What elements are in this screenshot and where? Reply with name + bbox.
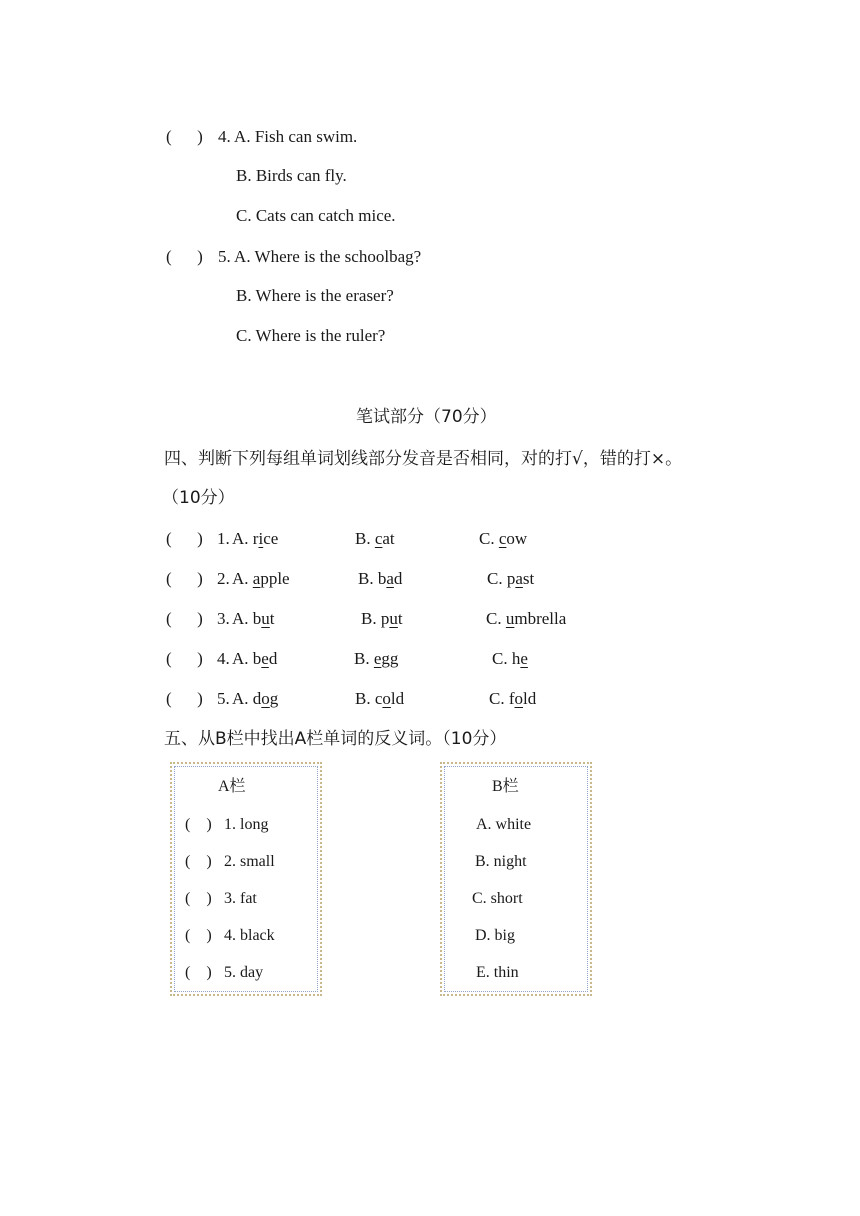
word-part: ld: [523, 689, 537, 708]
word-part: d: [268, 649, 278, 668]
answer-paren[interactable]: ( ): [166, 689, 203, 708]
underlined-letter: a: [386, 569, 394, 588]
item-number: 2.: [217, 569, 230, 588]
answer-paren[interactable]: ( ): [166, 649, 203, 668]
word-part: C.: [479, 529, 499, 548]
answer-paren[interactable]: ( ): [185, 853, 212, 870]
underlined-letter: e: [373, 649, 382, 668]
answer-paren[interactable]: ( ): [185, 927, 212, 944]
column-b-item: C. short: [472, 890, 523, 907]
word-part: A. r: [232, 529, 259, 548]
underlined-letter: c: [374, 529, 383, 548]
word-part: A. b: [232, 609, 262, 628]
option-c: [487, 569, 534, 589]
written-part-title: 笔试部分（70分）: [356, 407, 497, 427]
question-4-c: C. Cats can catch mice.: [236, 206, 396, 225]
option-b: [355, 529, 395, 549]
column-a-header: A栏: [218, 778, 246, 795]
underlined-letter: e: [261, 649, 269, 668]
answer-paren[interactable]: ( ): [185, 890, 212, 907]
underlined-letter: o: [514, 689, 523, 708]
column-a-item: 2. small: [224, 853, 275, 870]
item-number: 4.: [217, 649, 230, 668]
underlined-letter: u: [505, 609, 515, 628]
column-b-item: A. white: [476, 816, 532, 833]
word-part: ow: [506, 529, 528, 548]
answer-paren[interactable]: ( ): [185, 816, 212, 833]
word-part: ce: [263, 529, 279, 548]
word-part: C. f: [489, 689, 515, 708]
word-part: ld: [390, 689, 405, 708]
word-part: C.: [486, 609, 506, 628]
word-part: B.: [354, 649, 374, 668]
answer-paren[interactable]: ( ): [166, 247, 203, 266]
option-b: [355, 689, 404, 709]
option-b: [358, 569, 402, 589]
word-part: t: [397, 609, 403, 628]
word-part: B.: [355, 529, 375, 548]
word-part: d: [393, 569, 403, 588]
option-c: [489, 689, 536, 709]
item-number: 5.: [217, 689, 230, 708]
option-a: [232, 689, 278, 709]
underlined-letter: o: [261, 689, 270, 708]
underlined-letter: e: [520, 649, 528, 668]
option-c: [486, 609, 566, 629]
underlined-letter: o: [382, 689, 391, 708]
option-a: [232, 569, 290, 589]
option-a: [232, 609, 275, 629]
question-5-b: B. Where is the eraser?: [236, 286, 394, 305]
word-part: C. h: [492, 649, 521, 668]
question-4-a: 4. A. Fish can swim.: [218, 127, 358, 146]
item-number: 3.: [217, 609, 230, 628]
option-a: [232, 649, 277, 669]
column-b-item: E. thin: [476, 964, 519, 981]
underlined-letter: c: [498, 529, 507, 548]
underlined-letter: a: [252, 569, 261, 588]
column-a-item: 3. fat: [224, 890, 257, 907]
section-4-score: （10分）: [162, 488, 235, 508]
option-b: [354, 649, 398, 669]
column-a-item: 1. long: [224, 816, 269, 833]
underlined-letter: u: [389, 609, 398, 628]
word-part: g: [269, 689, 279, 708]
answer-paren[interactable]: ( ): [166, 609, 203, 628]
option-b: [361, 609, 403, 629]
word-part: C. p: [487, 569, 516, 588]
question-4-b: B. Birds can fly.: [236, 166, 347, 185]
word-part: at: [382, 529, 395, 548]
underlined-letter: i: [258, 529, 264, 548]
word-part: B. b: [358, 569, 387, 588]
column-b-header: B栏: [492, 778, 519, 795]
option-c: [492, 649, 528, 669]
underlined-letter: u: [261, 609, 270, 628]
word-part: t: [269, 609, 275, 628]
word-part: B. p: [361, 609, 390, 628]
column-a-box: [170, 762, 322, 996]
column-b-item: B. night: [475, 853, 527, 870]
column-a-item: 4. black: [224, 927, 275, 944]
word-part: gg: [381, 649, 399, 668]
word-part: pple: [260, 569, 290, 588]
question-5-a: 5. A. Where is the schoolbag?: [218, 247, 422, 266]
item-number: 1.: [217, 529, 230, 548]
answer-paren[interactable]: ( ): [166, 569, 203, 588]
word-part: A.: [232, 569, 253, 588]
option-a: [232, 529, 278, 549]
answer-paren[interactable]: ( ): [185, 964, 212, 981]
answer-paren[interactable]: ( ): [166, 127, 203, 146]
word-part: A. d: [232, 689, 262, 708]
question-5-c: C. Where is the ruler?: [236, 326, 386, 345]
option-c: [479, 529, 527, 549]
word-part: mbrella: [514, 609, 567, 628]
section-5-title: 五、从B栏中找出A栏单词的反义词。（10分）: [164, 729, 507, 749]
underlined-letter: a: [515, 569, 523, 588]
word-part: st: [522, 569, 535, 588]
answer-paren[interactable]: ( ): [166, 529, 203, 548]
column-b-box: [440, 762, 592, 996]
column-a-item: 5. day: [224, 964, 264, 981]
word-part: B. c: [355, 689, 383, 708]
section-4-title: 四、判断下列每组单词划线部分发音是否相同，对的打√，错的打×。: [164, 449, 683, 469]
word-part: A. b: [232, 649, 262, 668]
column-b-item: D. big: [475, 927, 515, 944]
